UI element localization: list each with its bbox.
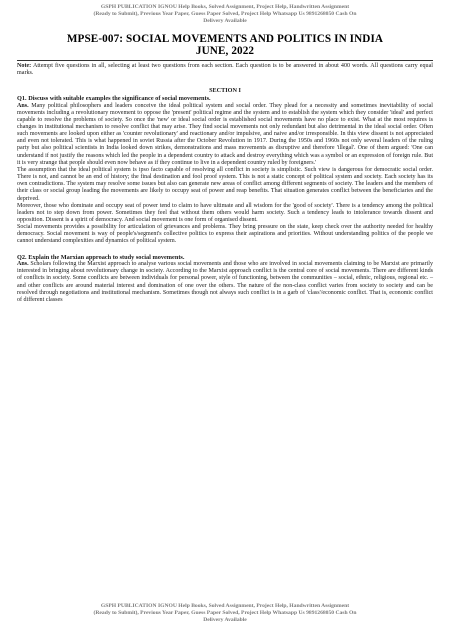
header-line: Delivery Available [203, 18, 247, 25]
footer-line: (Ready to Submit), Previous Year Paper, Guess Paper Solved, Project Help Whatsapp Us 9891268050 Cash On [93, 610, 357, 617]
page-footer [17, 603, 433, 625]
answer-paragraph [17, 103, 433, 167]
footer-line: Delivery Available [203, 617, 247, 624]
footer-line: GSPH PUBLICATION IGNOU Help Books, Solved Assignment, Project Help, Handwritten Assignment [100, 603, 350, 609]
answer-text: Scholars following the Marxist approach to analyse various social movements and those who are involved in social movements claiming to be Marxist are primarily interested in bringing about revolutionary change in society. According to the Marxist approach conflict is the central core of social movements. There are different kinds of conflicts in society. Some conflicts are between individuals for personal power, style of functioning, between the communities – social, ethnic, religious, regional etc. – and other conflicts are around material interest and domination of one over the others. The nature of the non-class conflict varies from society to society and can be resolved through negotiations and institutional mechanism. Sometimes though not always such conflict is in a garb of 'class'/economic conflict. That is, economic conflict of different classes [17, 261, 433, 303]
note-text: Attempt five questions in all, selecting at least two questions from each section. Each question is to be answered in about 400 words. All questions carry equal marks. [17, 63, 433, 77]
title-line: JUNE, 2022 [195, 45, 255, 58]
answer-1 [17, 103, 433, 246]
answer-2 [17, 261, 433, 304]
answer-paragraph [17, 261, 433, 304]
title-line: MPSE-007: SOCIAL MOVEMENTS AND POLITICS IN INDIA [66, 32, 384, 45]
answer-paragraph: The assumption that the ideal political system is ipso facto capable of resolving all conflict in society is simplistic. Such view is dangerous for democratic social order. There is not, and cannot be an end of history; the final destination and fool proof system. This is not a static concept of political system and society. Each society has its own contradictions. The system may resolve some issues but also can generate new areas of conflict among different segments of society. The leaders and the members of their class or social group leading the movements are likely to occupy seat of power and reap benefits. That situation generates conflict between the beneficiaries and the deprived. [17, 166, 433, 202]
section-heading: SECTION I [209, 86, 241, 94]
document-title [17, 33, 433, 59]
page-header [23, 4, 427, 26]
instructions-note [17, 60, 433, 77]
answer-paragraph: Social movements provides a possibility for articulation of grievances and problems. They bring pressure on the state, keep check over the authority needed for healthy democracy. Social movement is way of people's/segment's collective politics to express their aspirations and priorities. Without understanding politics of the people we cannot understand complexities and dynamics of political system. [17, 224, 433, 245]
question-2: Q2. Explain the Marxian approach to study social movements. [17, 253, 185, 261]
note-label: Note: [17, 63, 32, 70]
header-line: (Ready to Submit), Previous Year Paper, Guess Paper Solved, Project Help Whatsapp Us 9891268050 Cash On [93, 11, 357, 18]
answer-paragraph: Moreover, those who dominate and occupy seat of power tend to claim to have ultimate and all wisdom for the 'good of society'. There is a tendency among the political leaders not to step down from power. Sometimes they feel that without them others would harm society. Such a tendency leads to intolerance towards dissent and opposition. Dissent is a spirit of democracy. And social movement is one form of organised dissent. [17, 202, 433, 224]
header-line: GSPH PUBLICATION IGNOU Help Books, Solved Assignment, Project Help, Handwritten Assignment [100, 4, 350, 10]
answer-label: Ans. [17, 261, 29, 268]
question-1: Q1. Discuss with suitable examples the significance of social movements. [17, 95, 211, 103]
spacer [17, 246, 433, 253]
answer-text: Many political philosophers and leaders conceive the ideal political system and social order. They plead for a necessity and sometimes inevitability of social movements including a revolutionary movement to oppose the 'present' political regime and the system and to establish the system which they consider 'ideal' and perfect capable to resolve the problems of society. So once the 'new' or ideal social order is established social movements have no place to exist. What at the most requires is changes in institutional mechanism to resolve conflict that may arise. They find social movements not only redundant but also detrimental in the ideal social order. Often such movements are looked upon either as 'counter revolutionary' and reactionary and/or impulsive, and naive and/or irresponsible. In this view dissent is not appreciated and even not tolerated. This is what happened in soviet Russia after the October Revolution in 1917. During the 1950s and 1960s not only several leaders of the ruling party but also political scientists in India looked down strikes, demonstrations and mass movements as disruptive and therefore 'illegal'. One of them argued: 'One can understand if not justify the reasons which led the people in a dependent country to attack and destroy everything which was a symbol or an expression of foreign rule. But it is very strange that people should even now behave as if they continue to live in a dependent country ruled by foreigners.' [17, 102, 433, 166]
answer-label: Ans. [17, 102, 29, 109]
